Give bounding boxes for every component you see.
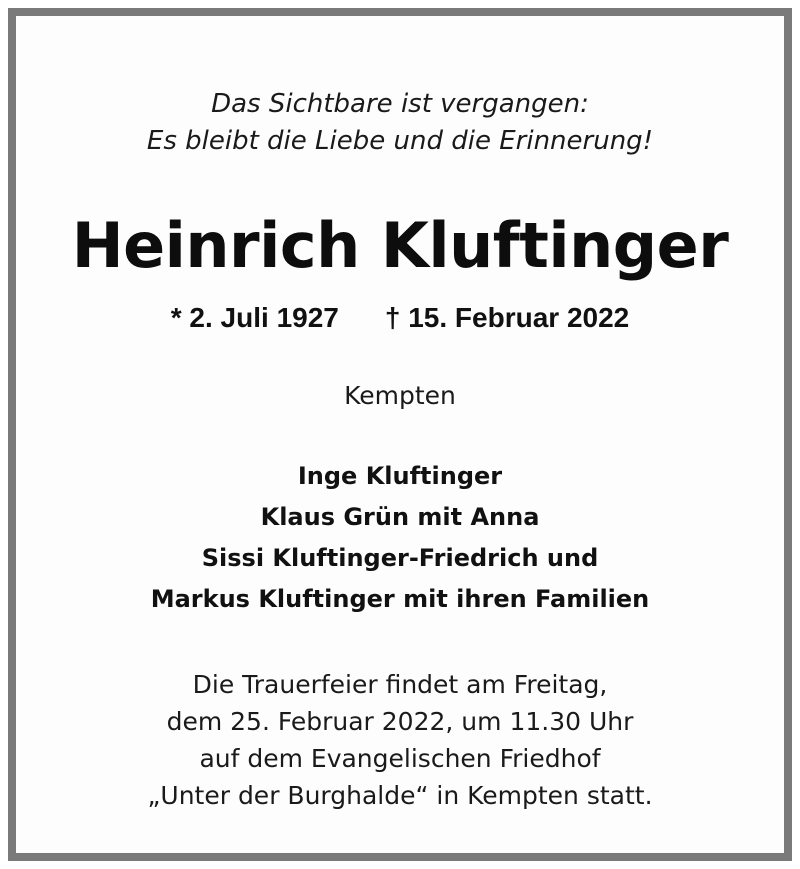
mourner-line: Sissi Kluftinger-Friedrich und [201,544,599,572]
mourners-list [16,456,784,620]
obituary-content [16,16,784,853]
motto-line: Es bleibt die Liebe und die Erinnerung! [146,126,654,156]
death-date: † 15. Februar 2022 [384,302,630,333]
birth-date: * 2. Juli 1927 [170,302,339,333]
deceased-name: Heinrich Kluftinger [71,209,729,282]
service-line: auf dem Evangelischen Friedhof [199,744,601,773]
mourner-line: Klaus Grün mit Anna [260,503,540,531]
obituary-frame [8,8,792,861]
service-line: „Unter der Burghalde“ in Kempten statt. [147,781,653,810]
place: Kempten [344,381,456,410]
service-line: Die Trauerfeier findet am Freitag, [192,670,608,699]
motto [16,86,784,160]
mourner-line: Inge Kluftinger [297,462,503,490]
funeral-service-info [16,666,784,814]
motto-line: Das Sichtbare ist vergangen: [211,89,589,119]
life-dates [16,298,784,338]
service-line: dem 25. Februar 2022, um 11.30 Uhr [166,707,634,736]
mourner-line: Markus Kluftinger mit ihren Familien [150,585,650,613]
